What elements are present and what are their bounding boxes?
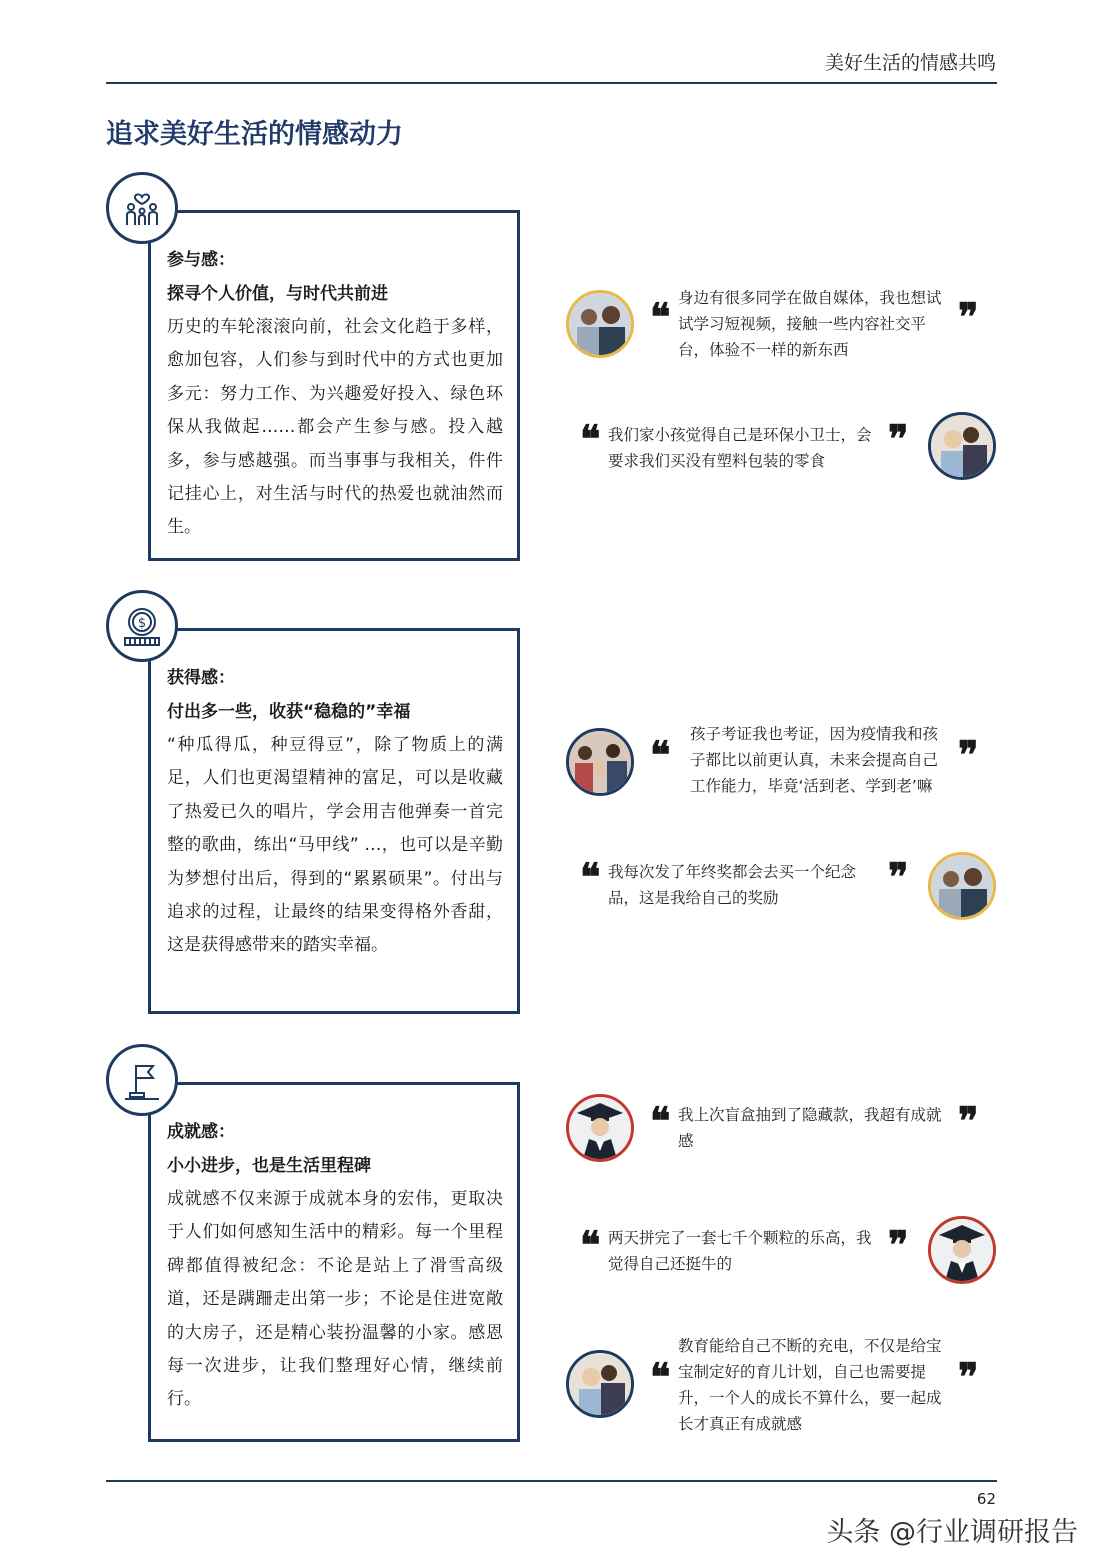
coin-stack-icon: [106, 590, 178, 662]
quote-open-icon: ❝: [580, 1222, 601, 1267]
quote-close-icon: ❞: [888, 416, 909, 461]
friends-photo: [566, 290, 634, 358]
quote-text: 教育能给自己不断的充电，不仅是给宝宝制定好的育儿计划，自己也需要提升，一个人的成长不算什么，要一起成长才真正有成就感: [678, 1337, 942, 1433]
quote-text: 身边有很多同学在做自媒体，我也想试试学习短视频，接触一些内容社交平台，体验不一样的新东西: [678, 289, 942, 359]
quote-text: 我上次盲盒抽到了隐藏款，我超有成就感: [678, 1106, 942, 1150]
quote-close-icon: ❞: [888, 1222, 909, 1267]
quote-text: 两天拼完了一套七千个颗粒的乐高，我觉得自己还挺牛的: [608, 1229, 872, 1273]
section-body: 历史的车轮滚滚向前，社会文化趋于多样，愈加包容，人们参与到时代中的方式也更加多元：努力工作、为兴趣爱好投入、绿色环保从我做起……都会产生参与感。投入越多，参与感越强。而当事事与我相关，件件记挂心上，对生活与时代的热爱也就油然而生。: [167, 317, 503, 538]
friends-photo: [928, 852, 996, 920]
quote-open-icon: ❝: [650, 294, 671, 339]
section-card-gain: [148, 628, 520, 1014]
quote-open-icon: ❝: [580, 416, 601, 461]
quote-close-icon: ❞: [958, 1098, 979, 1143]
family-photo: [928, 412, 996, 480]
family-photo: [566, 1350, 634, 1418]
quote-text: 我们家小孩觉得自己是环保小卫士，会要求我们买没有塑料包装的零食: [608, 426, 872, 470]
section-body: “种瓜得瓜，种豆得豆”，除了物质上的满足，人们也更渴望精神的富足，可以是收藏了热爱已久的唱片，学会用吉他弹奏一首完整的歌曲，练出“马甲线” …，也可以是辛勤为梦想付出后，得到的“累累硕果”。付出与追求的过程，让最终的结果变得格外香甜，这是获得感带来的踏实幸福。: [167, 735, 503, 956]
section-card-achievement: [148, 1082, 520, 1442]
quote-close-icon: ❞: [958, 732, 979, 777]
watermark: 头条 @行业调研报告: [826, 1517, 1078, 1548]
section-subtitle: 付出多一些，收获“稳稳的”幸福: [167, 702, 411, 722]
quote-open-icon: ❝: [580, 854, 601, 899]
quote-open-icon: ❝: [650, 732, 671, 777]
header-rule: [106, 82, 997, 84]
section-label: 参与感：: [167, 250, 235, 270]
quote-close-icon: ❞: [958, 1354, 979, 1399]
quote-close-icon: ❞: [888, 854, 909, 899]
section-body: 成就感不仅来源于成就本身的宏伟，更取决于人们如何感知生活中的精彩。每一个里程碑都值得被纪念：不论是站上了滑雪高级道，还是蹒跚走出第一步；不论是住进宽敞的大房子，还是精心装扮温馨的小家。感恩每一次进步，让我们整理好心情，继续前行。: [167, 1189, 503, 1410]
quote-text: 我每次发了年终奖都会去买一个纪念品，这是我给自己的奖励: [608, 863, 857, 907]
header-title: 美好生活的情感共鸣: [824, 52, 996, 74]
quote-open-icon: ❝: [650, 1098, 671, 1143]
page-heading: 追求美好生活的情感动力: [106, 119, 403, 150]
section-card-participation: [148, 210, 520, 561]
family-group-photo: [566, 728, 634, 796]
section-subtitle: 小小进步，也是生活里程碑: [167, 1156, 371, 1176]
page-number: 62: [976, 1490, 996, 1508]
section-label: 获得感：: [167, 668, 235, 688]
quote-open-icon: ❝: [650, 1354, 671, 1399]
section-subtitle: 探寻个人价值，与时代共前进: [167, 284, 388, 304]
graduate-photo: [928, 1216, 996, 1284]
family-heart-icon: [106, 172, 178, 244]
quote-text: 孩子考证我也考证，因为疫情我和孩子都比以前更认真，未来会提高自己工作能力，毕竟‘活到老、学到老’嘛: [690, 725, 939, 795]
footer-rule: [106, 1480, 997, 1482]
section-label: 成就感：: [167, 1122, 235, 1142]
quote-close-icon: ❞: [958, 294, 979, 339]
flag-podium-icon: [106, 1044, 178, 1116]
graduate-photo: [566, 1094, 634, 1162]
svg-text:$: $: [137, 616, 147, 631]
